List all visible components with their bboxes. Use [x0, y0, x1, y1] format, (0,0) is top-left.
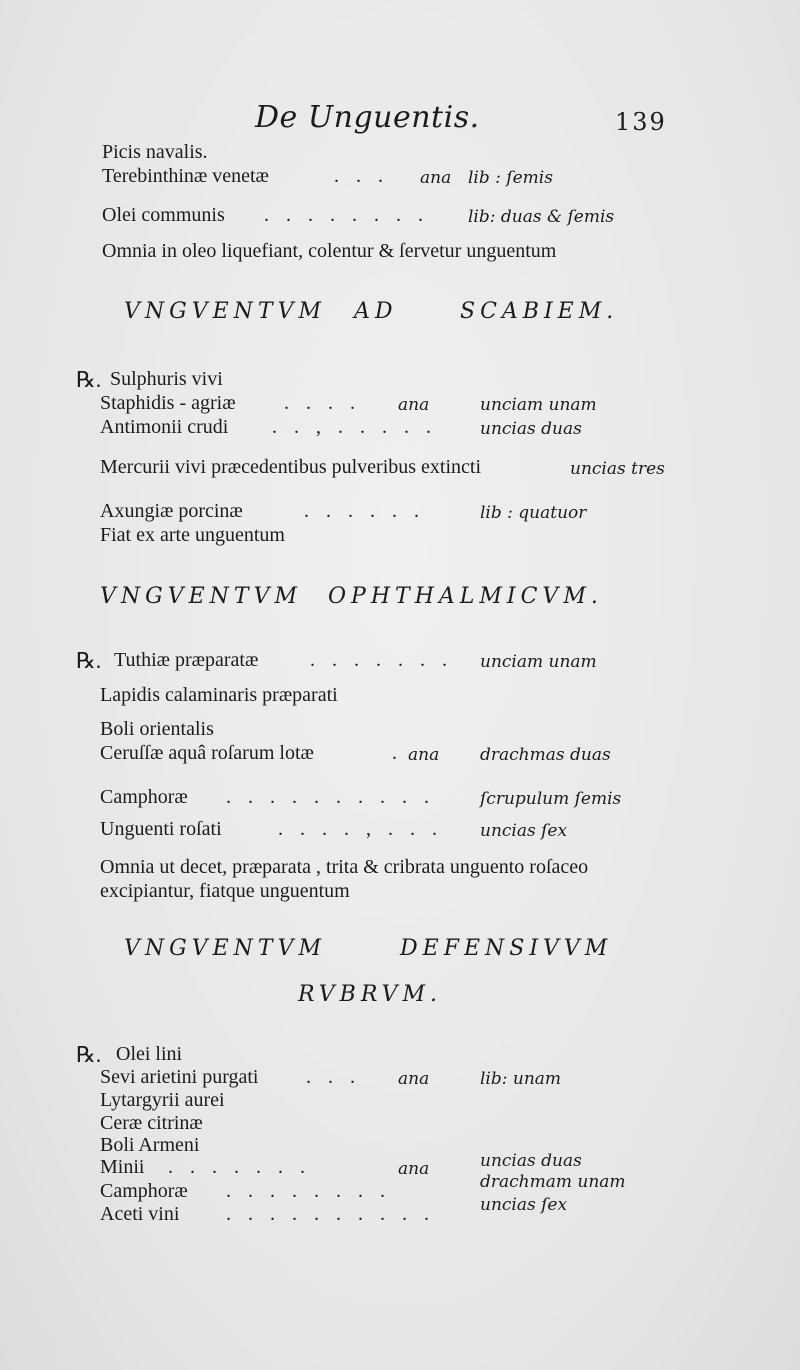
text-line: Aceti vini	[100, 1203, 180, 1225]
text-line: Fiat ex arte unguentum	[100, 524, 285, 546]
leader-dots: .	[392, 742, 397, 764]
ana-label: ana	[408, 745, 440, 765]
quantity: uncias duas	[480, 419, 582, 439]
text-line: Minii	[100, 1156, 145, 1178]
text-line: Camphoræ	[100, 786, 188, 808]
page-number: 139	[615, 108, 667, 136]
leader-dots: . . , . . . . .	[272, 416, 437, 438]
quantity: lib: duas & ſemis	[468, 207, 615, 227]
text-line: Unguenti roſati	[100, 818, 222, 840]
quantity: drachmas duas	[480, 745, 611, 765]
quantity: unciam unam	[480, 395, 597, 415]
recipe-symbol: ℞.	[76, 1042, 102, 1067]
quantity: lib : quatuor	[480, 503, 587, 523]
text-line: Omnia ut decet, præparata , trita & cribrata unguento roſaceo	[100, 856, 589, 878]
leader-dots: . . . . . . . . . .	[226, 1203, 435, 1225]
leader-dots: . . . .	[284, 392, 361, 414]
text-line: Boli Armeni	[100, 1134, 200, 1156]
ana-label: ana	[398, 1069, 430, 1089]
text-line: Boli orientalis	[100, 718, 214, 740]
section-heading: DEFENSIVVM	[400, 936, 613, 961]
quantity: ſcrupulum ſemis	[480, 789, 622, 809]
leader-dots: . . . . . . . .	[264, 204, 429, 226]
text-line: Picis navalis.	[102, 141, 208, 163]
quantity: unciam unam	[480, 652, 597, 672]
text-line: Ceræ citrinæ	[100, 1112, 203, 1134]
recipe-symbol: ℞.	[76, 648, 102, 673]
text-line: Omnia in oleo liquefiant, colentur & ſervetur unguentum	[102, 240, 557, 262]
text-line: Mercurii vivi præcedentibus pulveribus extincti	[100, 456, 482, 478]
recipe-symbol: ℞.	[76, 367, 102, 392]
text-line: Antimonii crudi	[100, 416, 229, 438]
quantity: uncias duas	[480, 1151, 582, 1171]
text-line: Tuthiæ præparatæ	[114, 649, 259, 671]
text-line: Ceruſſæ aquâ roſarum lotæ	[100, 742, 314, 764]
section-heading: VNGVENTVM	[124, 936, 326, 961]
text-line: Lytargyrii aurei	[100, 1089, 225, 1111]
text-line: Axungiæ porcinæ	[100, 500, 243, 522]
ana-label: ana	[398, 1159, 430, 1179]
leader-dots: . . . . , . . .	[278, 818, 443, 840]
section-heading: VNGVENTVM	[100, 584, 302, 609]
leader-dots: . . . . . .	[304, 500, 425, 522]
text-line: Olei lini	[116, 1043, 183, 1065]
text-line: Sevi arietini purgati	[100, 1066, 259, 1088]
section-heading: AD	[354, 299, 398, 324]
quantity: uncias tres	[570, 459, 665, 479]
section-heading: OPHTHALMICVM.	[328, 584, 603, 609]
leader-dots: . . .	[306, 1066, 361, 1088]
leader-dots: . . . . . . .	[168, 1156, 311, 1178]
section-heading: RVBRVM.	[298, 982, 443, 1007]
running-header-title: De Unguentis.	[255, 100, 480, 135]
ana-label: ana	[420, 168, 452, 188]
text-line: Camphoræ	[100, 1180, 188, 1202]
leader-dots: . . . . . . . .	[226, 1180, 391, 1202]
ana-label: ana	[398, 395, 430, 415]
quantity: lib : ſemis	[468, 168, 553, 188]
quantity: uncias ſex	[480, 821, 568, 841]
quantity: uncias ſex	[480, 1195, 568, 1215]
section-heading: VNGVENTVM	[124, 299, 326, 324]
quantity: lib: unam	[480, 1069, 562, 1089]
text-line: Lapidis calaminaris præparati	[100, 684, 338, 706]
leader-dots: . . . . . . .	[310, 649, 453, 671]
leader-dots: . . . . . . . . . .	[226, 786, 435, 808]
text-line: Terebinthinæ venetæ	[102, 165, 269, 187]
text-line: Sulphuris vivi	[110, 368, 223, 390]
leader-dots: . . .	[334, 165, 389, 187]
quantity: drachmam unam	[480, 1172, 626, 1192]
section-heading: SCABIEM.	[460, 299, 619, 324]
text-line: Olei communis	[102, 204, 225, 226]
text-line: excipiantur, fiatque unguentum	[100, 880, 350, 902]
text-line: Staphidis - agriæ	[100, 392, 236, 414]
